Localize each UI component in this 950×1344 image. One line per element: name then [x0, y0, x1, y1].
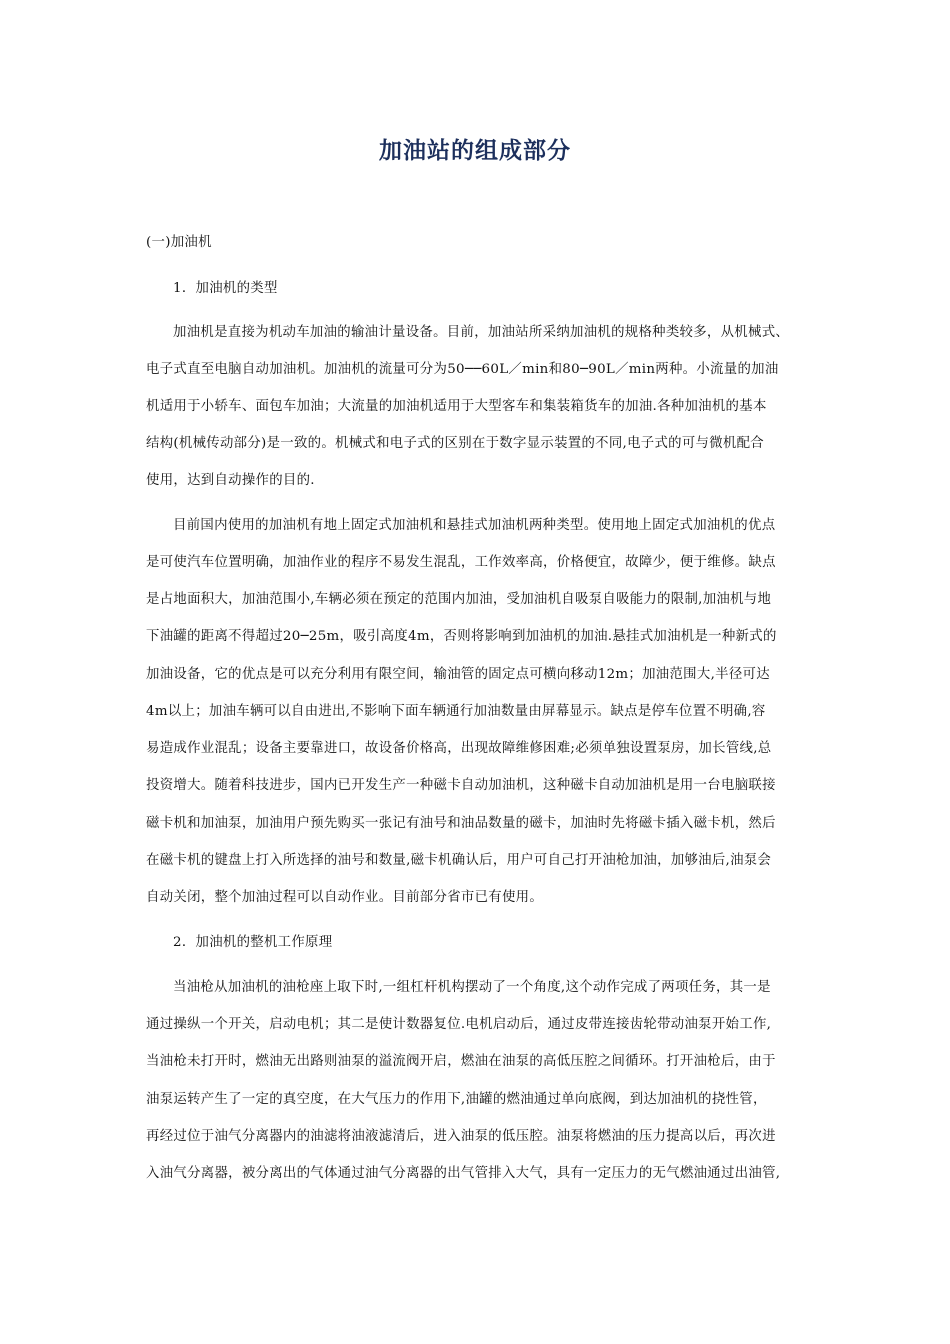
subsection-heading: 2．加油机的整机工作原理: [173, 935, 333, 950]
paragraph-line: 下油罐的距离不得超过20─25m，吸引高度4m，否则将影响到加油机的加油.悬挂式加油机是一种新式的: [146, 629, 777, 644]
subsection-heading: 1．加油机的类型: [173, 281, 278, 296]
paragraph-line: 电子式直至电脑自动加油机。加油机的流量可分为50──60L／min和80─90L／min两种。小流量的加油: [146, 362, 779, 377]
document-title: 加油站的组成部分: [379, 138, 571, 164]
paragraph-line: 油泵运转产生了一定的真空度，在大气压力的作用下,油罐的燃油通过单向底阀，到达加油机的挠性管，: [146, 1092, 767, 1107]
section-heading: (一)加油机: [146, 235, 212, 250]
paragraph-line: 目前国内使用的加油机有地上固定式加油机和悬挂式加油机两种类型。使用地上固定式加油机的优点: [173, 518, 776, 533]
paragraph-line: 通过操纵一个开关，启动电机；其二是使计数器复位.电机启动后，通过皮带连接齿轮带动油泵开始工作,: [146, 1017, 772, 1032]
paragraph-line: 是占地面积大，加油范围小,车辆必须在预定的范围内加油，受加油机自吸泵自吸能力的限制,加油机与地: [146, 592, 772, 607]
paragraph-line: 当油枪未打开时，燃油无出路则油泵的溢流阀开启，燃油在油泵的高低压腔之间循环。打开油枪后，由于: [146, 1054, 776, 1069]
paragraph-line: 投资增大。随着科技进步，国内已开发生产一种磁卡自动加油机，这种磁卡自动加油机是用一台电脑联接: [146, 778, 776, 793]
paragraph-line: 加油设备，它的优点是可以充分利用有限空间，输油管的固定点可横向移动12m；加油范围大,半径可达: [146, 667, 770, 682]
paragraph-line: 自动关闭，整个加油过程可以自动作业。目前部分省市已有使用。: [146, 890, 544, 905]
paragraph-line: 再经过位于油气分离器内的油滤将油液滤清后，进入油泵的低压腔。油泵将燃油的压力提高以后，再次进: [146, 1129, 776, 1144]
paragraph-line: 易造成作业混乱；设备主要靠进口，故设备价格高，出现故障维修困难;必须单独设置泵房，加长管线,总: [146, 741, 772, 756]
paragraph-line: 使用，达到自动操作的目的.: [146, 473, 315, 488]
paragraph-line: 是可使汽车位置明确，加油作业的程序不易发生混乱，工作效率高，价格便宜，故障少，便于维修。缺点: [146, 555, 776, 570]
paragraph-line: 4m以上；加油车辆可以自由进出,不影响下面车辆通行加油数量由屏幕显示。缺点是停车位置不明确,容: [146, 704, 766, 719]
paragraph-line: 结构(机械传动部分)是一致的。机械式和电子式的区别在于数字显示装置的不同,电子式的可与微机配合: [146, 436, 764, 451]
paragraph-line: 当油枪从加油机的油枪座上取下时,一组杠杆机构摆动了一个角度,这个动作完成了两项任务，其一是: [173, 980, 771, 995]
paragraph-line: 在磁卡机的键盘上打入所选择的油号和数量,磁卡机确认后，用户可自己打开油枪加油，加够油后,油泵会: [146, 853, 772, 868]
paragraph-line: 入油气分离器，被分离出的气体通过油气分离器的出气管排入大气，具有一定压力的无气燃油通过出油管,: [146, 1166, 781, 1181]
paragraph-line: 机适用于小轿车、面包车加油；大流量的加油机适用于大型客车和集装箱货车的加油.各种加油机的基本: [146, 399, 767, 414]
paragraph-line: 磁卡机和加油泵，加油用户预先购买一张记有油号和油品数量的磁卡，加油时先将磁卡插入磁卡机，然后: [146, 816, 776, 831]
paragraph-line: 加油机是直接为机动车加油的输油计量设备。目前，加油站所采纳加油机的规格种类较多，从机械式、: [173, 325, 790, 340]
